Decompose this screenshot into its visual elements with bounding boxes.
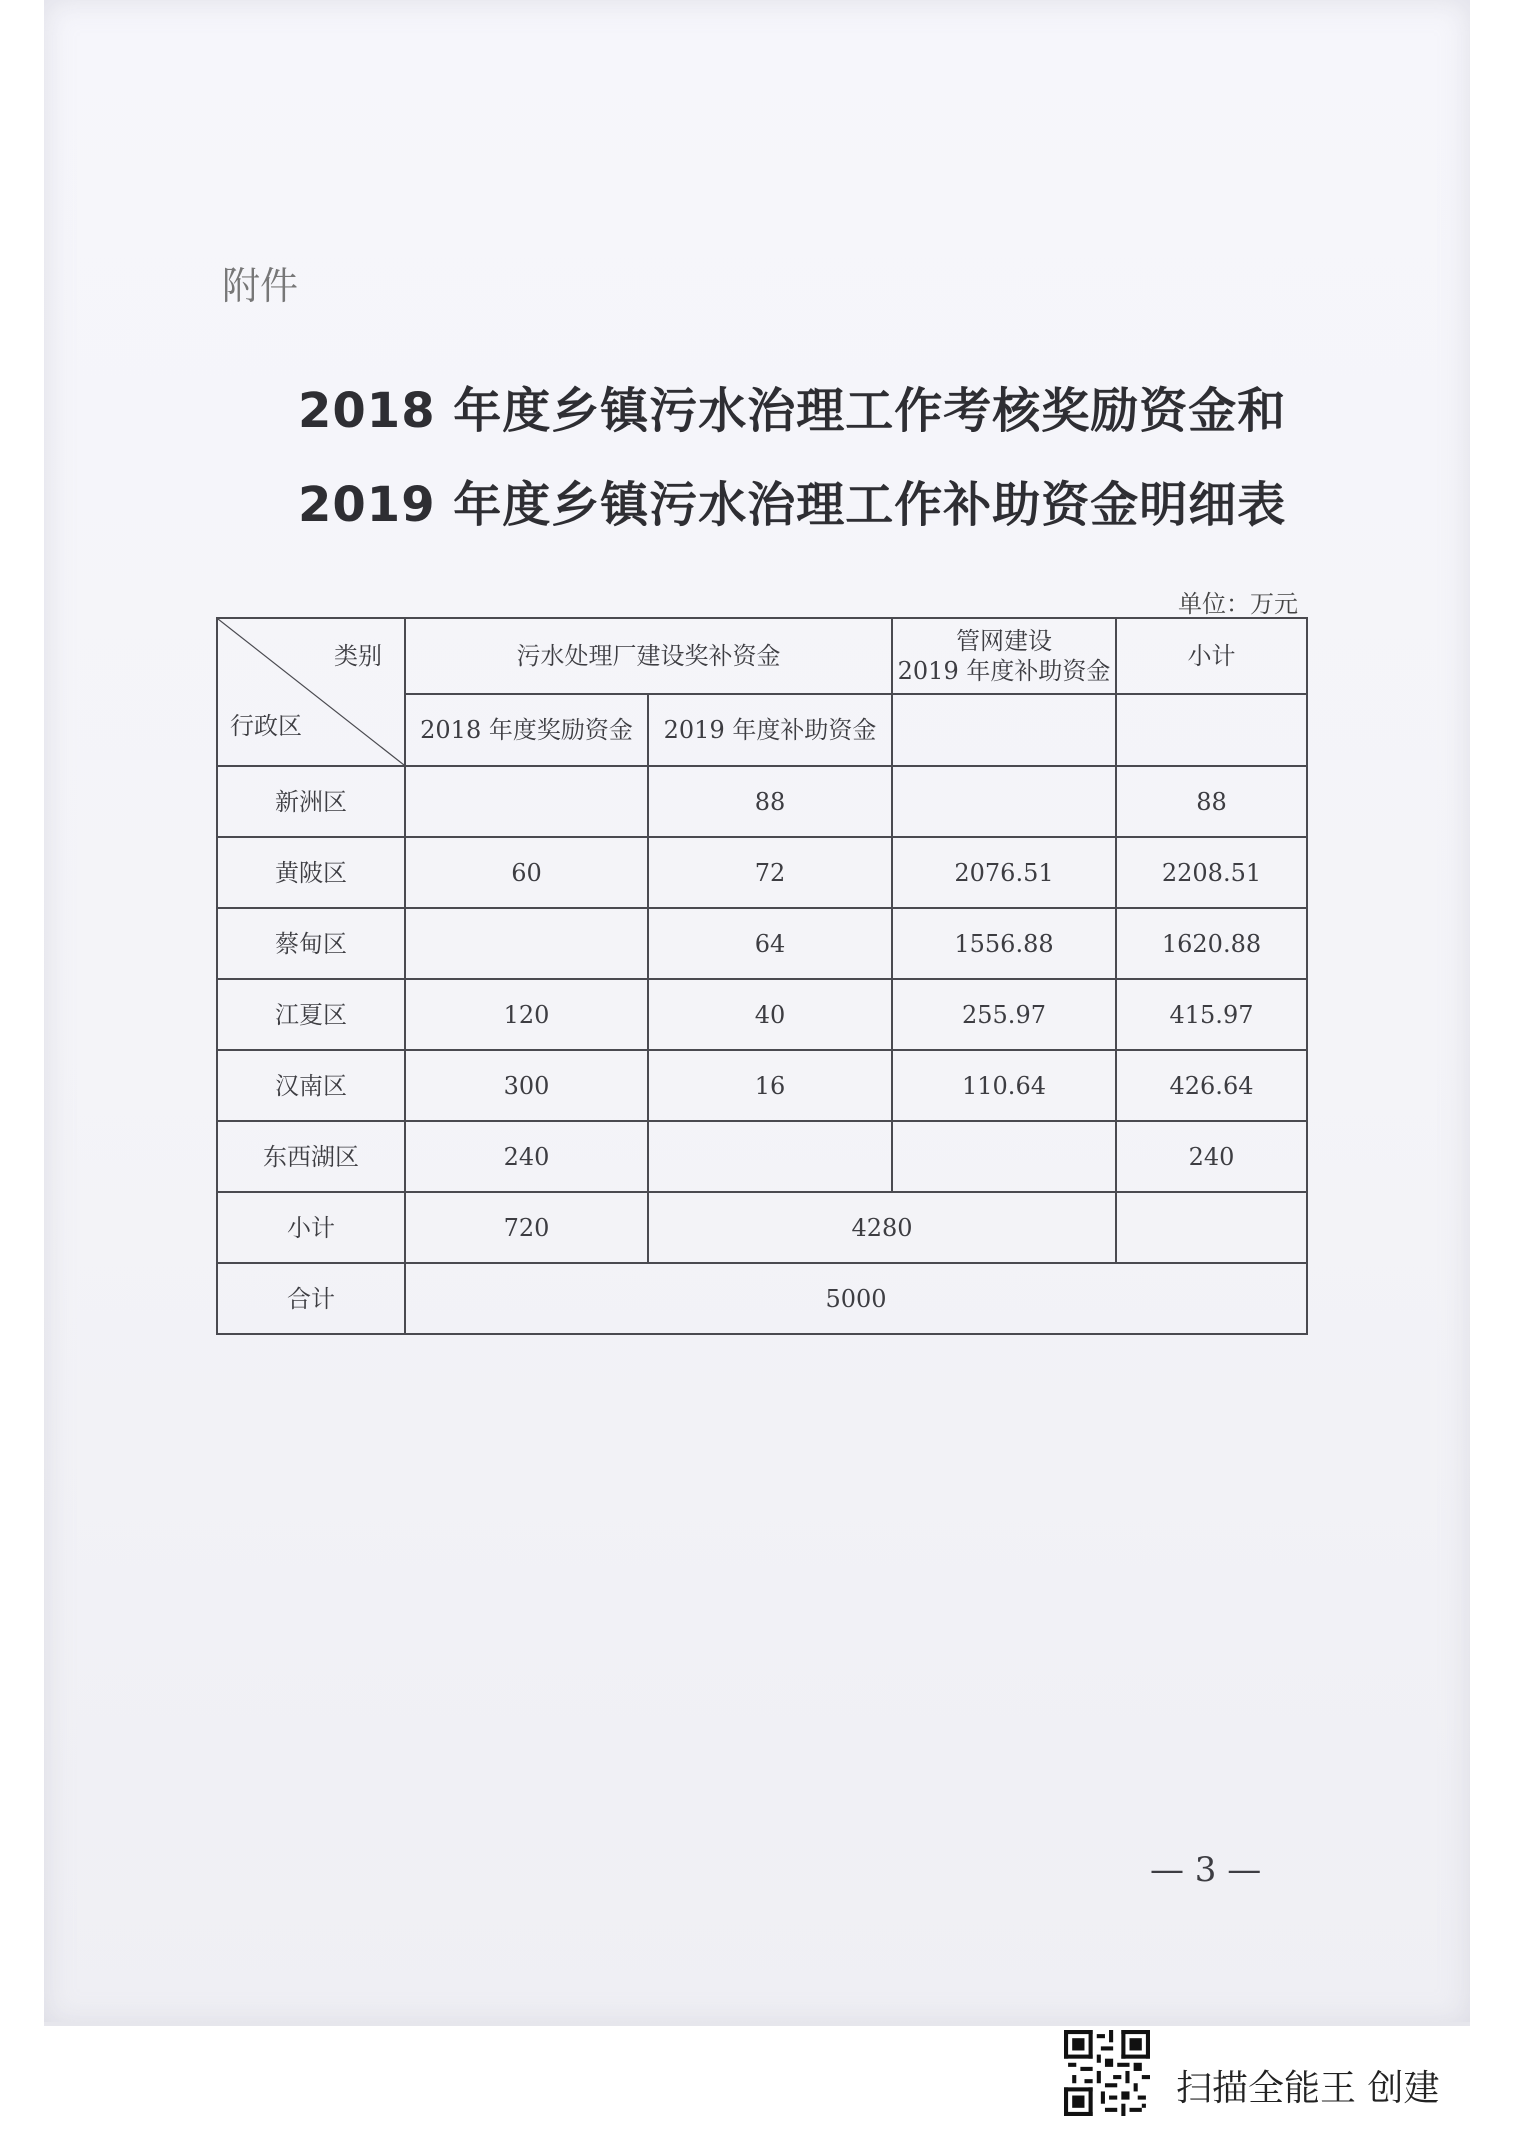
paper-edge [44, 2022, 1470, 2026]
row-subtotal-cell: 1620.88 [1116, 908, 1307, 979]
district-label: 行政区 [230, 712, 302, 740]
subtotal-reward-2018: 720 [405, 1192, 648, 1263]
reward-2018-cell: 300 [405, 1050, 648, 1121]
district-cell: 黄陂区 [217, 837, 405, 908]
reward-2018-cell: 60 [405, 837, 648, 908]
subsidy-2019-cell: 40 [648, 979, 892, 1050]
attachment-label: 附件 [222, 264, 299, 308]
table-row [217, 1121, 1307, 1192]
table-row [217, 1050, 1307, 1121]
subsidy-2019-cell: 64 [648, 908, 892, 979]
subtotal-row-label: 小计 [217, 1192, 405, 1263]
subtotal-subsidy-network: 4280 [648, 1192, 1116, 1263]
header-row-1 [217, 618, 1307, 694]
subtotal-header: 小计 [1116, 618, 1307, 694]
qr-code-icon [1064, 2030, 1150, 2116]
total-row-value: 5000 [405, 1263, 1307, 1334]
subtotal-row-total [1116, 1192, 1307, 1263]
page-number: — 3 — [1150, 1850, 1262, 1890]
network-2019-cell: 1556.88 [892, 908, 1116, 979]
district-cell: 东西湖区 [217, 1121, 405, 1192]
subsidy-2019-cell: 88 [648, 766, 892, 837]
total-row-label: 合计 [217, 1263, 405, 1334]
subsidy-2019-cell [648, 1121, 892, 1192]
network-2019-cell: 2076.51 [892, 837, 1116, 908]
table-row [217, 766, 1307, 837]
subsidy-2019-header: 2019 年度补助资金 [648, 694, 892, 766]
table-row [217, 979, 1307, 1050]
subsidy-2019-cell: 72 [648, 837, 892, 908]
plant-funding-header: 污水处理厂建设奖补资金 [405, 618, 892, 694]
row-subtotal-cell: 88 [1116, 766, 1307, 837]
network-2019-cell [892, 1121, 1116, 1192]
network-2019-cell: 255.97 [892, 979, 1116, 1050]
subsidy-2019-cell: 16 [648, 1050, 892, 1121]
reward-2018-cell: 120 [405, 979, 648, 1050]
network-funding-header: 管网建设 2019 年度补助资金 [892, 618, 1116, 694]
network-2019-cell: 110.64 [892, 1050, 1116, 1121]
row-subtotal-cell: 240 [1116, 1121, 1307, 1192]
document-title-line-1: 2018 年度乡镇污水治理工作考核奖励资金和 [298, 383, 1287, 439]
corner-header-cell [217, 618, 405, 766]
district-cell: 汉南区 [217, 1050, 405, 1121]
unit-label: 单位：万元 [1178, 590, 1298, 618]
subtotal-row [217, 1192, 1307, 1263]
total-row [217, 1263, 1307, 1334]
category-label: 类别 [334, 642, 382, 670]
network-2019-cell [892, 766, 1116, 837]
document-title-line-2: 2019 年度乡镇污水治理工作补助资金明细表 [298, 477, 1287, 533]
row-subtotal-cell: 426.64 [1116, 1050, 1307, 1121]
district-cell: 江夏区 [217, 979, 405, 1050]
district-cell: 新洲区 [217, 766, 405, 837]
row-subtotal-cell: 415.97 [1116, 979, 1307, 1050]
table-row [217, 908, 1307, 979]
reward-2018-cell [405, 908, 648, 979]
network-empty-subheader [892, 694, 1116, 766]
funding-detail-table [216, 617, 1308, 1335]
reward-2018-cell [405, 766, 648, 837]
reward-2018-cell: 240 [405, 1121, 648, 1192]
district-cell: 蔡甸区 [217, 908, 405, 979]
scanner-watermark: 扫描全能王 创建 [1176, 2068, 1440, 2109]
table-row [217, 837, 1307, 908]
reward-2018-header: 2018 年度奖励资金 [405, 694, 648, 766]
row-subtotal-cell: 2208.51 [1116, 837, 1307, 908]
subtotal-empty-subheader [1116, 694, 1307, 766]
